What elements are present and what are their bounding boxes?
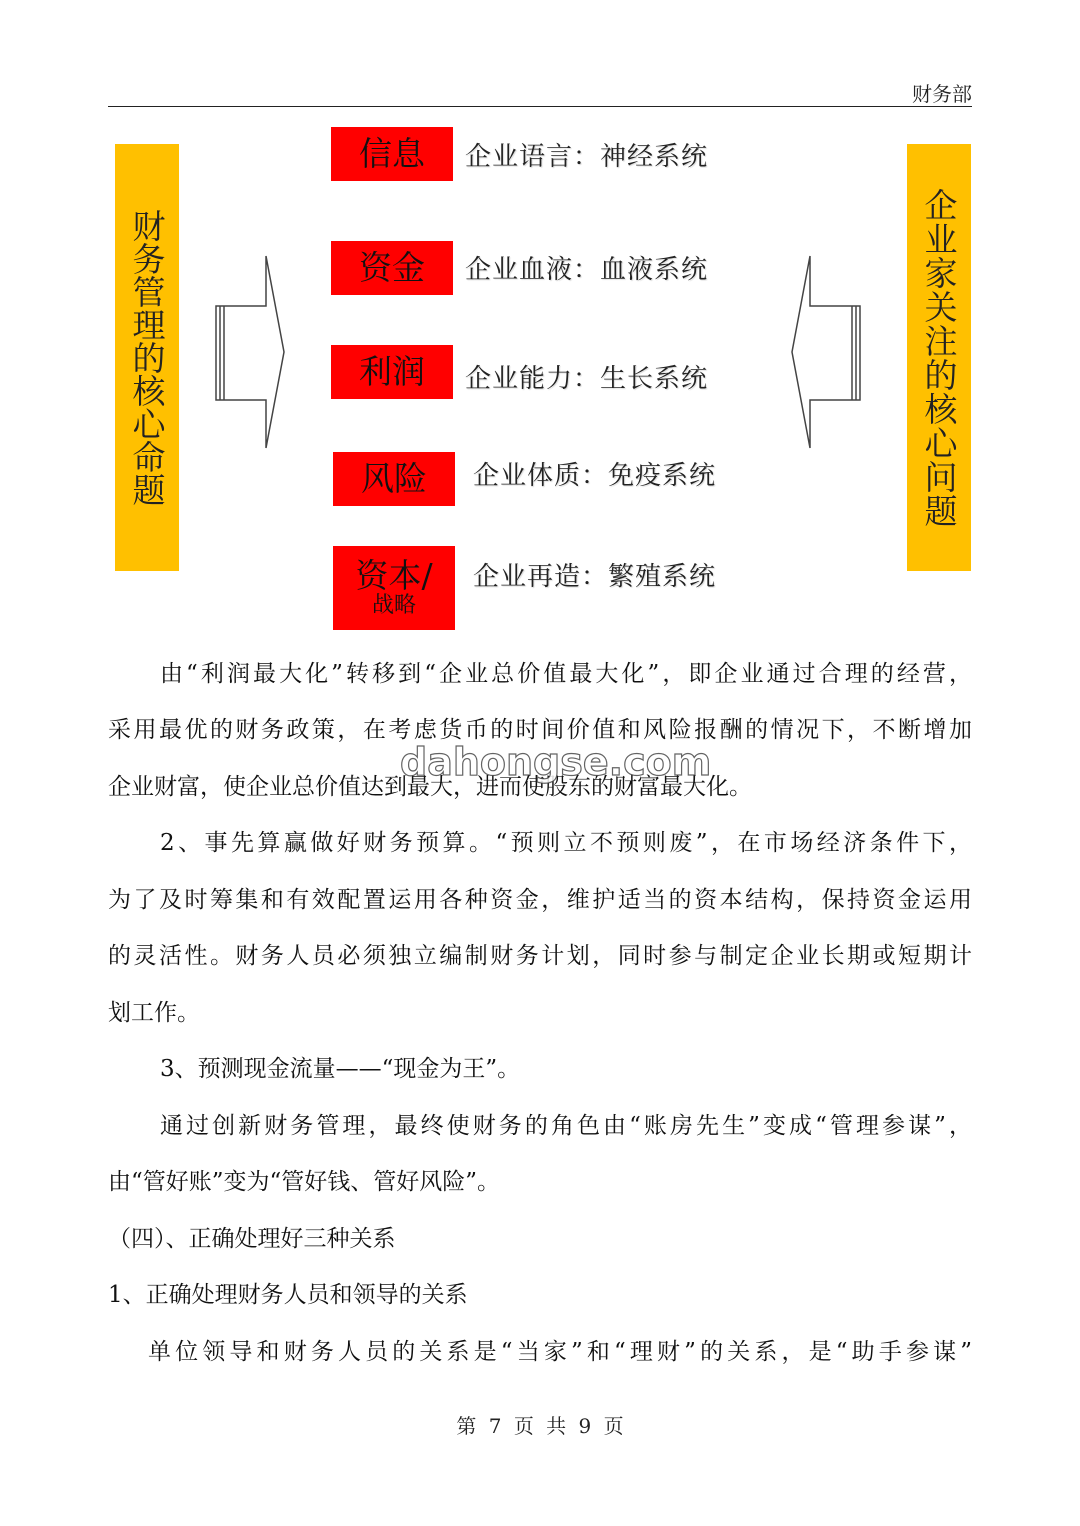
header-rule — [108, 106, 972, 107]
body-line-7: 划工作。 — [108, 1000, 200, 1026]
body-line-4: 2、事先算赢做好财务预算。“预则立不预则废”，在市场经济条件下， — [160, 830, 972, 856]
body-line-8: 3、预测现金流量——“现金为王”。 — [160, 1056, 521, 1082]
right-bar-text: 企业家关注的核心问题 — [919, 187, 959, 528]
header-department: 财务部 — [912, 82, 972, 106]
section-heading: （四）、正确处理好三种关系 — [108, 1226, 396, 1252]
watermark: dahongse.com — [400, 740, 712, 784]
subsection-heading: 1、正确处理财务人员和领导的关系 — [108, 1282, 468, 1308]
box-profit-label: 利润 — [359, 351, 425, 391]
body-line-10: 由“管好账”变为“管好钱、管好风险”。 — [108, 1169, 501, 1195]
page-footer: 第 7 页 共 9 页 — [456, 1414, 624, 1438]
box-risk — [333, 452, 455, 506]
box-capital-desc: 企业再造：繁殖系统 — [473, 562, 717, 592]
box-info-label: 信息 — [359, 133, 425, 173]
body-line-2: 采用最优的财务政策，在考虑货币的时间价值和风险报酬的情况下，不断增加 — [108, 717, 972, 743]
left-arrow-icon — [790, 254, 862, 450]
body-line-1: 由“利润最大化”转移到“企业总价值最大化”，即企业通过合理的经营， — [160, 661, 972, 687]
box-info-desc: 企业语言：神经系统 — [465, 142, 709, 172]
left-bar-text: 财务管理的核心命题 — [127, 209, 167, 506]
body-line-3: 企业财富，使企业总价值达到最大，进而使股东的财富最大化。 — [108, 774, 752, 800]
body-line-5: 为了及时筹集和有效配置运用各种资金，维护适当的资本结构，保持资金运用 — [108, 887, 972, 913]
box-capital-sublabel: 战略 — [371, 592, 416, 618]
box-risk-label: 风险 — [361, 458, 427, 498]
box-capital-label: 资本/ — [355, 556, 433, 596]
body-line-9: 通过创新财务管理，最终使财务的角色由“账房先生”变成“管理参谋”， — [160, 1113, 972, 1139]
body-line-13: 单位领导和财务人员的关系是“当家”和“理财”的关系，是“助手参谋” — [148, 1339, 972, 1365]
left-bar — [115, 144, 179, 571]
body-line-6: 的灵活性。财务人员必须独立编制财务计划，同时参与制定企业长期或短期计 — [108, 943, 972, 969]
box-funds — [331, 241, 453, 295]
box-capital — [333, 546, 455, 630]
right-bar — [907, 144, 971, 571]
box-profit-desc: 企业能力：生长系统 — [465, 364, 709, 394]
box-funds-desc: 企业血液：血液系统 — [465, 255, 709, 285]
box-info — [331, 127, 453, 181]
box-profit — [331, 345, 453, 399]
box-risk-desc: 企业体质：免疫系统 — [473, 461, 717, 491]
box-funds-label: 资金 — [359, 247, 425, 287]
right-arrow-icon — [214, 254, 286, 450]
